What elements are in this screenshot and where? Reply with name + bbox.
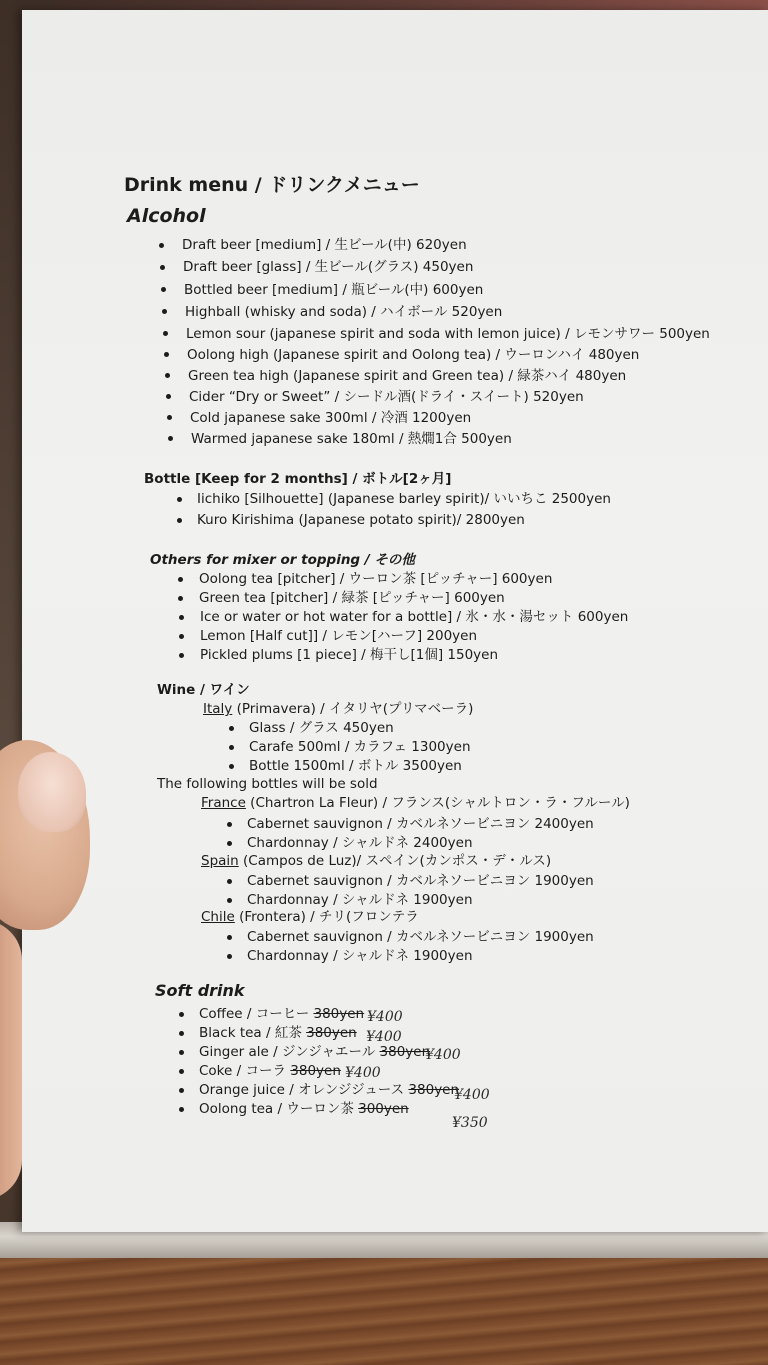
list-item: Cabernet sauvignon / カベルネソービニヨン 1900yen [247,929,594,945]
list-item [199,1100,409,1118]
list-item: Highball (whisky and soda) / ハイボール 520yen [185,304,503,320]
new-price: ¥350 [452,1115,488,1131]
bullet [227,841,232,846]
chile-detail: (Frontera) / チリ(フロンテラ [234,909,419,925]
france-detail: (Chartron La Fleur) / フランス(シャルトロン・ラ・フルール) [245,795,630,811]
list-item: Bottled beer [medium] / 瓶ビール(中) 600yen [184,282,484,298]
bullet [178,577,183,582]
drink-label: Black tea / 紅茶 [199,1025,307,1041]
menu-title: Drink menu / ドリンクメニュー [124,174,420,196]
new-price: ¥400 [367,1009,403,1025]
bullet [179,653,184,658]
bullet [168,436,173,441]
bullet [161,287,166,292]
list-item: Oolong high (Japanese spirit and Oolong tea) / ウーロンハイ 480yen [187,347,640,363]
bullet [159,243,164,248]
list-item [199,1043,430,1061]
wine-spain-line [201,852,551,870]
list-item [199,1024,357,1042]
others-heading: Others for mixer or topping / その他 [150,552,415,568]
bullet [229,745,234,750]
thumbnail [18,752,86,832]
list-item: Chardonnay / シャルドネ 1900yen [247,892,473,908]
wine-chile-line [201,908,419,926]
bullet [164,352,169,357]
list-item: Cold japanese sake 300ml / 冷酒 1200yen [190,410,472,426]
list-item: Green tea [pitcher] / 緑茶 [ピッチャー] 600yen [199,590,505,606]
list-item: Glass / グラス 450yen [249,720,394,736]
bullet [179,1031,184,1036]
bullet [227,879,232,884]
new-price: ¥400 [345,1065,381,1081]
drink-label: Ginger ale / ジンジャエール [199,1044,380,1060]
soft-heading: Soft drink [155,981,245,1000]
old-price: 380yen [408,1082,460,1098]
bullet [227,954,232,959]
wine-italy-line [203,700,473,718]
country-france: France [201,795,246,811]
list-item: Draft beer [glass] / 生ビール(グラス) 450yen [183,259,474,275]
bullet [163,331,168,336]
old-price: 380yen [306,1025,357,1041]
new-price: ¥400 [425,1047,461,1063]
list-item: Chardonnay / シャルドネ 2400yen [247,835,473,851]
list-item [199,1081,459,1099]
new-price: ¥400 [366,1029,402,1045]
country-chile: Chile [201,909,235,925]
list-item: Chardonnay / シャルドネ 1900yen [247,948,473,964]
list-item: Oolong tea [pitcher] / ウーロン茶 [ピッチャー] 600yen [199,571,553,587]
wine-heading: Wine / ワイン [157,682,250,698]
bullet [165,373,170,378]
bullet [229,764,234,769]
list-item: Cider “Dry or Sweet” / シードル酒(ドライ・スイート) 520yen [189,389,584,405]
list-item: Kuro Kirishima (Japanese potato spirit)/ 2800yen [197,512,525,528]
list-item: Iichiko [Silhouette] (Japanese barley spirit)/ いいちこ 2500yen [197,491,611,507]
bullet [179,615,184,620]
list-item: Pickled plums [1 piece] / 梅干し[1個] 150yen [200,647,499,663]
list-item [199,1062,341,1080]
old-price: 380yen [290,1063,341,1079]
country-spain: Spain [201,853,239,869]
drink-label: Orange juice / オレンジジュース [199,1082,409,1098]
bullet [179,1107,184,1112]
old-price: 380yen [313,1006,365,1022]
bullet [179,634,184,639]
alcohol-heading: Alcohol [127,205,206,227]
bullet [177,497,182,502]
spain-detail: (Campos de Luz)/ スペイン(カンポス・デ・ルス) [238,853,552,869]
list-item: Green tea high (Japanese spirit and Green tea) / 緑茶ハイ 480yen [188,368,627,384]
list-item: Carafe 500ml / カラフェ 1300yen [249,739,471,755]
list-item: Ice or water or hot water for a bottle] / 氷・水・湯セット 600yen [200,609,629,625]
list-item: Lemon [Half cut]] / レモン[ハーフ] 200yen [200,628,478,644]
drink-label: Coke / コーラ [199,1063,291,1079]
list-item: Lemon sour (japanese spirit and soda with lemon juice) / レモンサワー 500yen [186,326,710,342]
bullet [178,596,183,601]
bullet [179,1088,184,1093]
hand [0,920,22,1200]
list-item: Cabernet sauvignon / カベルネソービニヨン 2400yen [247,816,594,832]
old-price: 300yen [358,1101,409,1117]
list-item: Cabernet sauvignon / カベルネソービニヨン 1900yen [247,873,594,889]
list-item: Draft beer [medium] / 生ビール(中) 620yen [182,237,467,253]
bullet [227,822,232,827]
bullet [179,1050,184,1055]
bullet [229,726,234,731]
wine-note: The following bottles will be sold [157,776,378,792]
list-item [199,1005,364,1023]
bullet [227,935,232,940]
bullet [227,898,232,903]
old-price: 380yen [379,1044,431,1060]
italy-detail: (Primavera) / イタリヤ(プリマベーラ) [232,701,474,717]
bullet [162,309,167,314]
wine-france-line [201,794,630,812]
bullet [179,1069,184,1074]
bullet [160,265,165,270]
bottle-heading: Bottle [Keep for 2 months] / ボトル[2ヶ月] [144,471,452,487]
new-price: ¥400 [454,1087,490,1103]
bullet [167,415,172,420]
bullet [179,1012,184,1017]
bullet [177,518,182,523]
bullet [166,394,171,399]
list-item: Bottle 1500ml / ボトル 3500yen [249,758,462,774]
country-italy: Italy [203,701,233,717]
list-item: Warmed japanese sake 180ml / 熱燗1合 500yen [191,431,512,447]
drink-label: Coffee / コーヒー [199,1006,314,1022]
drink-label: Oolong tea / ウーロン茶 [199,1101,359,1117]
